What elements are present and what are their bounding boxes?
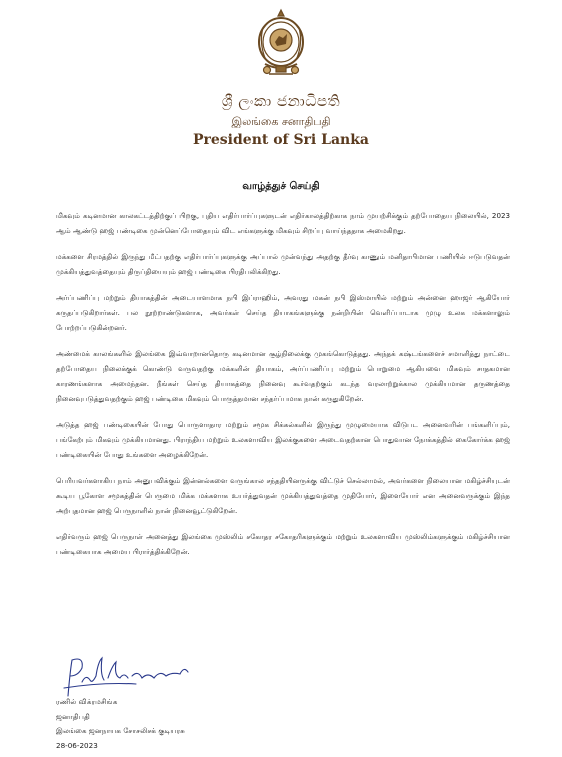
signatory-name: ரணில் விக்ரமசிங்க [56, 697, 118, 706]
message-body [56, 208, 510, 570]
signatory-role: ஜனாதிபதி [56, 711, 90, 721]
header-tamil-title: இலங்கை சனாதிபதி [231, 115, 331, 128]
message-paragraph: அடுத்த ஹஜ் பண்டிகையின் போது பொருளாதார மற்றும் சமூக சிக்கல்களில் இருந்து முழுமையாக விடுபட அனைவரின் பங்களிப்பும், பங்கேற்பும் மிகவும் முக்கியமானது. பிராந்திய மற்றும் உலகளாவிய இலக்குகளை அடைவதற்கான பொதுவான நோக்கத்தில் கைகோர்க்க ஹஜ் பண்டிகையின் போது உங்களை அழைக்கிறேன். [56, 420, 510, 459]
signature-date: 28-06-2023 [56, 740, 98, 750]
message-paragraph: அர்ப்பணிப்பு மற்றும் தியாகத்தின் அடையாளமாக நபி இப்ராஹிம், அவரது மகன் நபி இஸ்மாயில் மற்றும் அன்னை ஹாஜர் ஆகியோர் கருதப்படுகிறார்கள். பல நூற்றாண்டுகளாக, அவர்கள் செய்த தியாகங்களுக்கு நன்றியின் வெளிப்பாடாக முழு உலக மக்களாலும் போற்றப்படுகின்றனர். [56, 293, 510, 332]
message-paragraph: அண்மைக் காலங்களில் இலங்கை இவ்வாறானதொரு கடினமான சூழ்நிலைக்கு முகங்கொடுத்தது. அந்தக் கஷ்டங்களைச் சமாளித்து நாட்டை தற்போதைய நிலைக்குக் கொண்டு வருவதற்கு மக்களின் தியாகம், அர்ப்பணிப்பு மற்றும் பொறுமை ஆகியவை மிகவும் சாதகமான காரணங்களாக அமைந்தன. நீங்கள் செய்த தியாகத்தை நினைவு கூர்வதற்கும் கடந்த வரலாற்றுக்கால முக்கியமான தருணத்தை நினைவுபடுத்துவதற்கும் ஹஜ் பண்டிகை மிகவும் பொருத்தமான சந்தர்ப்பமாக நான் கருதுகிறேன். [56, 349, 510, 403]
message-title: வாழ்த்துச் செய்தி [242, 181, 320, 192]
message-paragraph: எதிர்வரும் ஹஜ் பெருநாள் அனைத்து இலங்கை முஸ்லிம் சகோதர சகோதரிகளுக்கும் மற்றும் உலகளாவிய முஸ்லிம்களுக்கும் மகிழ்ச்சியான பண்டிகையாக அமைய பிரார்த்திக்கிறேன். [56, 532, 510, 556]
message-paragraph: பெரியவர்களாகிய நாம் அனுபவிக்கும் இன்னல்களை வருங்கால சந்ததியினருக்கு விட்டுச் செல்லாமல், அவர்களை நிலையான மகிழ்ச்சியுடன் கூடிய பூகோள சமூகத்தின் பெருமை மிக்க மக்களாக உயர்த்துவதன் முக்கியத்துவத்தை முதியோர், இளையோர் என அனைவருக்கும் இந்த அற்புதமான ஹஜ் பெருநாளில் நான் நினைவூட்டுகிறேன். [56, 476, 510, 515]
header-sinhala-title: ශ්‍රී ලංකා ජනාධිපති [221, 92, 341, 110]
header-english-title: President of Sri Lanka [192, 132, 369, 148]
message-paragraph: மிகவும் கடினமான காலகட்டத்திற்குப் பிறகு, புதிய எதிர்பார்ப்புகளுடன் எதிர்காலத்திற்காக நாம் முயற்சிக்கும் தற்போதைய நிலையில், 2023 ஆம் ஆண்டு ஹஜ் பண்டிகை முன்னெப்போதையும் விட எங்களுக்கு மிகவும் சிறப்பு வாய்ந்ததாக அமைகிறது. [56, 211, 510, 235]
signatory-country: இலங்கை ஜனநாயக சோசலிசக் குடியரசு [56, 726, 185, 735]
sri-lanka-emblem-icon [255, 8, 307, 80]
message-paragraph: மக்களை சிரமத்தில் இருந்து மீட்பதற்கு எதிர்பார்ப்புகளுக்கு அப்பால் முன்வந்து அதற்கு தீர்வு காணும் மனிதாபிமான பணியில் ஈடுபடுவதன் முக்கியத்துவத்தையும் திருப்தியையும் ஹஜ் பண்டிகை பிரதிபலிக்கிறது. [56, 252, 510, 276]
signature-block [56, 695, 185, 753]
